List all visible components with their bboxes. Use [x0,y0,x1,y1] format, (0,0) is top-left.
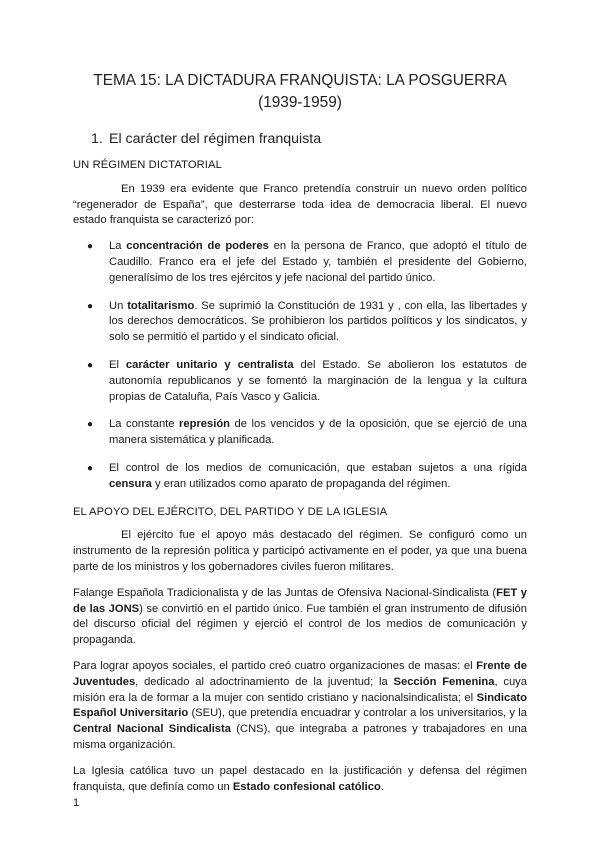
bullet-icon: ● [87,462,94,474]
list-item: ● Un totalitarismo. Se suprimió la Constitución de 1931 y , con ella, las libertades y los derechos democráticos. Se prohibieron los partidos políticos y los sindicatos, y solo se permitió el partido y el sindicato oficial. [87,299,527,344]
bullet-icon: ● [87,300,94,312]
section-title: El carácter del régimen franquista [109,131,322,147]
section-number: 1. [91,131,103,147]
subheading-regimen: UN RÉGIMEN DICTATORIAL [73,159,222,171]
bullet-icon: ● [87,241,94,253]
section-heading [91,129,527,149]
list-item: ● La concentración de poderes en la persona de Franco, que adoptó el título de Caudillo. Franco era el jefe del Estado y, también el presidente del Gobierno, generalísimo de los tres ejércitos y jefe nacional del partido único. [87,240,527,284]
list-item: ● El control de los medios de comunicación, que estaban sujetos a una rígida censura y eran utilizados como aparato de propaganda del régimen. [87,461,527,490]
bullet-icon: ● [87,419,94,431]
bullet-icon: ● [87,359,94,371]
paragraph-ejercito: El ejército fue el apoyo más destacado del régimen. Se configuró como un instrumento de la represión política y participó activamente en el poder, ya que una buena parte de los ministros y los gobernadores civiles fueron militares. [73,529,527,573]
page-number: 1 [73,797,80,809]
document-title [73,70,527,113]
paragraph-organizaciones: Para lograr apoyos sociales, el partido creó cuatro organizaciones de masas: el Frente de Juventudes, dedicado al adoctrinamiento de la juventud; la Sección Femenina, cuya misión era la de formar a la mujer con sentido cristiano y nacionalsindicalista; el Sindicato Español Universitario (SEU), que pretendía encuadrar y controlar a los universitarios, y la Central Nacional Sindicalista (CNS), que integraba a patrones y trabajadores en una misma organización. [73,659,527,751]
paragraph-iglesia: La Iglesia católica tuvo un papel destacado en la justificación y defensa del régimen franquista, que definía como un Estado confesional católico. [73,764,527,793]
paragraph-falange: Falange Española Tradicionalista y de las Juntas de Ofensiva Nacional-Sindicalista (FET y de las JONS) se convirtió en el partido único. Fue también el gran instrumento de difusión del discurso oficial del régimen y ejerció el control de los medios de comunicación y propaganda. [73,586,527,647]
title-line-2: (1939-1959) [258,93,342,111]
list-item: ● El carácter unitario y centralista del Estado. Se abolieron los estatutos de autonomía republicanos y se fomentó la marginación de la lengua y la cultura propias de Cataluña, País Vasco y Galicia. [87,358,528,403]
characteristics-list [73,239,527,492]
title-line-1: TEMA 15: LA DICTADURA FRANQUISTA: LA POSGUERRA [93,72,507,89]
regimen-intro: En 1939 era evidente que Franco pretendía construir un nuevo orden político “regenerador de España”, que desterrarse toda idea de democracia liberal. El nuevo estado franquista se caracterizó por: [73,182,527,227]
subheading-apoyo: EL APOYO DEL EJÉRCITO, DEL PARTIDO Y DE LA IGLESIA [73,505,388,518]
list-item: ● La constante represión de los vencidos y de la oposición, que se ejerció de una manera sistemática y planificada. [87,418,527,447]
